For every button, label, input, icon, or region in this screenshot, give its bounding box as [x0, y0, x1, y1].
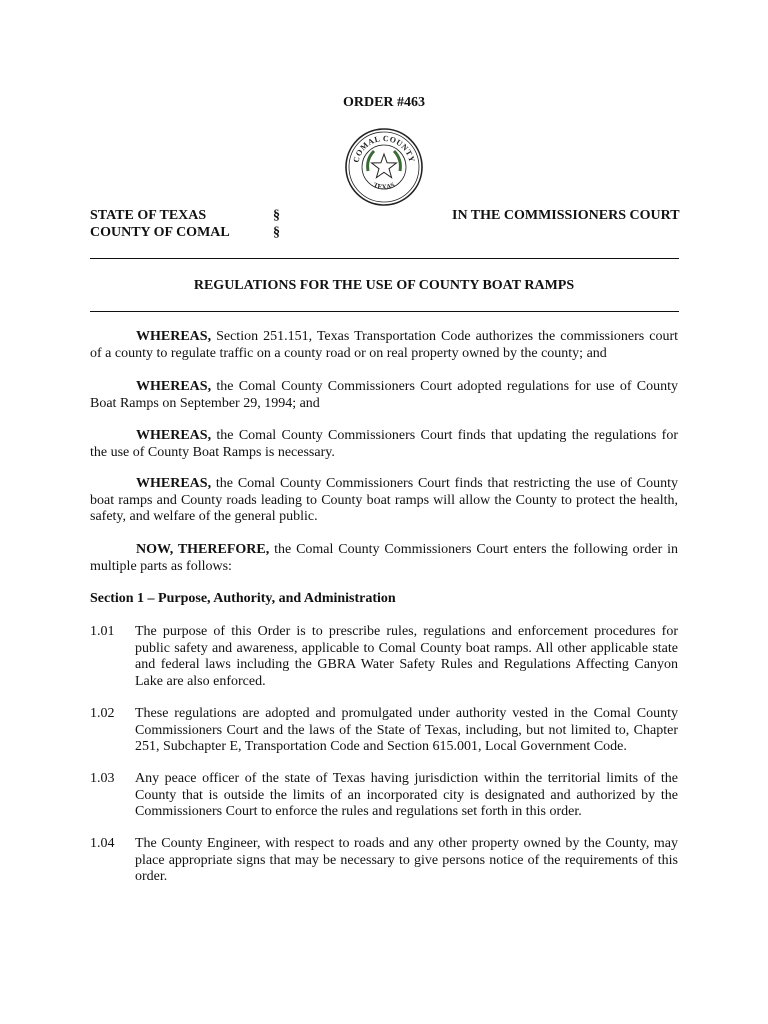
paragraph-text: the Comal County Commissioners Court adopted regulations for use of County Boat Ramps on September 29, 1994; and: [90, 379, 678, 411]
seal-text-top: COMAL COUNTY: [351, 133, 417, 164]
regulations-heading: REGULATIONS FOR THE USE OF COUNTY BOAT RAMPS: [193, 278, 575, 293]
paragraph-text: Section 251.151, Texas Transportation Code authorizes the commissioners court of a county to regulate traffic on a county road or on real property owned by the county; and: [90, 329, 678, 361]
divider: [90, 311, 679, 312]
section-mark: §: [273, 225, 280, 240]
divider: [90, 258, 679, 259]
whereas-paragraph: [90, 379, 678, 412]
paragraph-text: the Comal County Commissioners Court finds that updating the regulations for the use of County Boat Ramps is necessary.: [90, 428, 678, 460]
order-title: ORDER #463: [342, 95, 426, 110]
item-text: These regulations are adopted and promulgated under authority vested in the Comal County Commissioners Court and the laws of the State of Texas, including, but not limited to, Chapter 251, Subchapter E, Transportation Code and Section 615.001, Local Government Code.: [135, 706, 678, 754]
section-mark: §: [273, 208, 280, 223]
state-of-texas: STATE OF TEXAS: [90, 208, 207, 223]
paragraph-text: the Comal County Commissioners Court enters the following order in multiple parts as follows:: [90, 542, 678, 574]
whereas-paragraph: [90, 428, 678, 461]
svg-text:TEXAS: [372, 181, 396, 191]
court-name: IN THE COMMISSIONERS COURT: [452, 208, 680, 223]
item-number: 1.03: [90, 771, 115, 786]
seal-text-bottom: TEXAS: [371, 180, 397, 192]
section-1-title: Section 1 – Purpose, Authority, and Administration: [90, 591, 396, 606]
paragraph-lead: WHEREAS,: [136, 329, 212, 344]
whereas-paragraph: [90, 329, 678, 362]
item-number: 1.01: [90, 624, 115, 639]
whereas-paragraph: [90, 476, 678, 526]
now-therefore-paragraph: [90, 542, 678, 575]
paragraph-lead: WHEREAS,: [136, 379, 212, 394]
item-number: 1.02: [90, 706, 115, 721]
county-of-comal: COUNTY OF COMAL: [90, 225, 230, 240]
item-number: 1.04: [90, 836, 115, 851]
item-text: Any peace officer of the state of Texas having jurisdiction within the territorial limits of the County that is outside the limits of an incorporated city is designated and authorized by the Commissioners Court to enforce the rules and regulations set forth in this order.: [135, 771, 678, 819]
paragraph-lead: NOW, THEREFORE,: [136, 542, 270, 557]
paragraph-lead: WHEREAS,: [136, 428, 212, 443]
item-text: The purpose of this Order is to prescribe rules, regulations and enforcement procedures for public safety and awareness, applicable to Comal County boat ramps. All other applicable state and federal laws including the GBRA Water Safety Rules and Regulations Affecting Canyon Lake are also enforced.: [135, 624, 678, 689]
star-icon: [372, 154, 397, 178]
paragraph-text: the Comal County Commissioners Court finds that restricting the use of County boat ramps and County roads leading to County boat ramps will allow the County to protect the health, safety, and welfare of the general public.: [90, 476, 678, 524]
item-text: The County Engineer, with respect to roads and any other property owned by the County, may place appropriate signs that may be necessary to give persons notice of the requirements of this order.: [135, 836, 678, 884]
paragraph-lead: WHEREAS,: [136, 476, 212, 491]
county-seal: [344, 127, 424, 207]
